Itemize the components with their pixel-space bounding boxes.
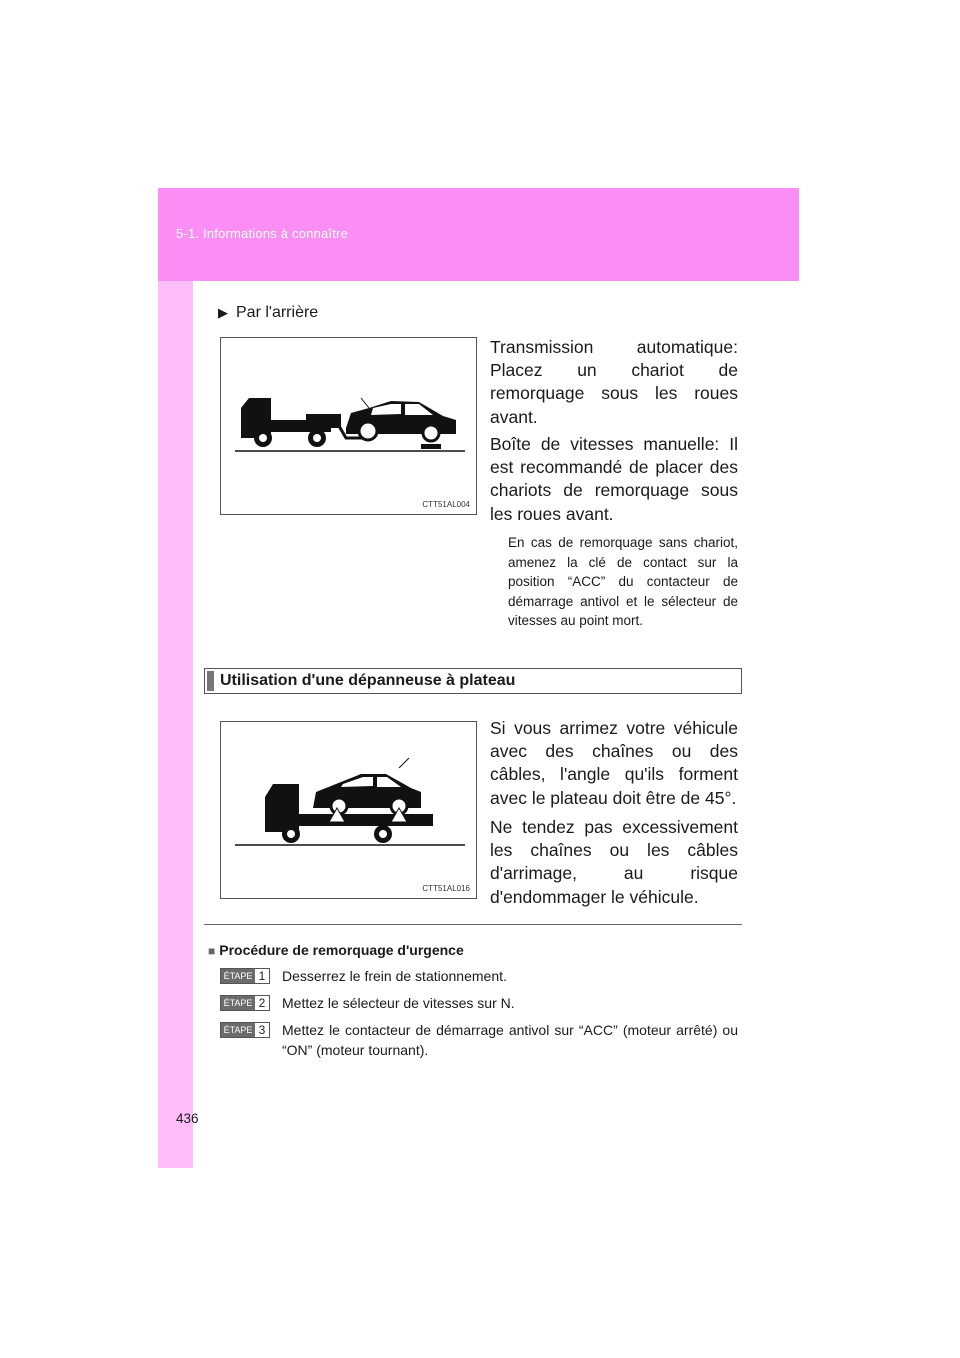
page-number: 436	[176, 1111, 199, 1126]
tow-truck-dolly-icon	[221, 338, 476, 514]
step-text: Mettez le contacteur de démarrage antivol sur “ACC” (moteur arrêté) ou “ON” (moteur tournant).	[282, 1022, 738, 1058]
step-badge: ÉTAPE 1	[220, 968, 270, 984]
step-badge: ÉTAPE 3	[220, 1022, 270, 1038]
flatbed-section-heading: Utilisation d'une dépanneuse à plateau	[204, 668, 742, 694]
step-text: Desserrez le frein de stationnement.	[282, 968, 507, 984]
flatbed-truck-icon	[221, 722, 476, 898]
flatbed-illustration	[220, 721, 477, 899]
tow-dolly-illustration	[220, 337, 477, 515]
procedure-heading: ■ Procédure de remorquage d'urgence	[208, 942, 464, 958]
section-title: 5-1. Informations à connaître	[176, 226, 349, 241]
figure-code: CTT51AL004	[422, 500, 470, 509]
rear-note: En cas de remorquage sans chariot, amenez la clé de contact sur la position “ACC” du contacteur de démarrage antivol et le sélecteur de vitesses au point mort.	[508, 535, 738, 628]
rear-paragraph-2: Boîte de vitesses manuelle: Il est recommandé de placer des chariots de remorquage sous les roues avant.	[490, 434, 738, 524]
square-bullet-icon: ■	[208, 944, 216, 958]
page-edge-strip	[158, 188, 193, 1168]
flatbed-paragraph-2: Ne tendez pas excessivement les chaînes ou les câbles d'arrimage, au risque d'endommager le véhicule.	[490, 817, 738, 907]
figure-code: CTT51AL016	[422, 884, 470, 893]
step-text: Mettez le sélecteur de vitesses sur N.	[282, 995, 515, 1011]
triangle-bullet-icon: ▶	[218, 305, 228, 320]
rear-subheading: ▶ Par l'arrière	[218, 304, 319, 321]
step-badge: ÉTAPE 2	[220, 995, 270, 1011]
rear-paragraph-1: Transmission automatique: Placez un chariot de remorquage sous les roues avant.	[490, 337, 738, 427]
heading-marker	[207, 671, 214, 691]
flatbed-paragraph-1: Si vous arrimez votre véhicule avec des chaînes ou des câbles, l'angle qu'ils forment avec le plateau doit être de 45°.	[490, 718, 738, 808]
divider	[204, 924, 742, 925]
